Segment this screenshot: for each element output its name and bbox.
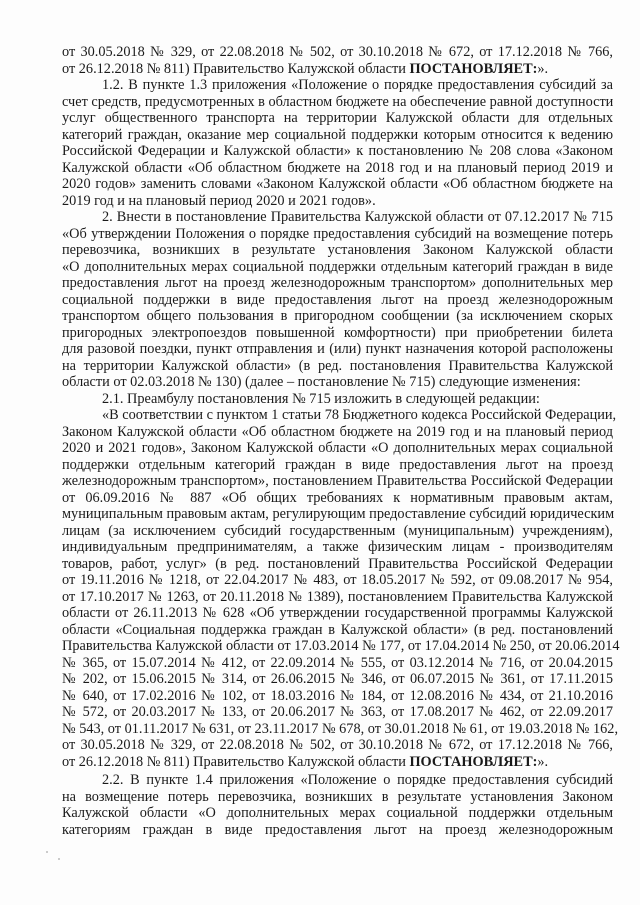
document-body [62,44,620,838]
text-line: на территории Калужской области» (в ред. постановления Правительства Калужской [62,357,613,374]
text-line: предоставления льгот на проезд железнодорожным транспортом» дополнительных мер [62,275,613,291]
text-line: области от 26.11.2013 № 628 «Об утверждении государственной программы Калужской [62,605,613,621]
scan-speck [46,851,48,853]
text-line: счет средств, предусмотренных в областном бюджете на обеспечение равной доступности [62,93,614,110]
text-line: № 365, от 15.07.2014 № 412, от 22.09.2014 № 555, от 03.12.2014 № 716, от 20.04.2015 [62,654,613,671]
text-line: № 640, от 17.02.2016 № 102, от 18.03.2016 № 184, от 12.08.2016 № 434, от 21.10.2016 [62,687,613,704]
text-line: индивидуальным предпринимателям, а также физическим лицам - производителям [62,539,613,555]
text-line: Правительства Калужской области от 17.03.2014 № 177, от 17.04.2014 № 250, от 20.06.2014 [62,638,620,654]
preamble-start: «В соответствии с пунктом 1 статьи 78 Бюджетного кодекса Российской Федерации, [102,407,617,423]
text-line: поддержки отдельным категорий граждан в виде предоставления льгот на проезд [62,456,613,473]
text-line: Законом Калужской области «Об областном бюджете на 2019 год и на плановый период [62,423,613,440]
text-line: области от 02.03.2018 № 130) (далее – постановление № 715) следующие изменения: [62,374,581,390]
text-line: № 543, от 01.11.2017 № 631, от 23.11.2017 № 678, от 30.01.2018 № 61, от 19.03.2018 № 162, [62,720,619,737]
text-line: услуг общественного транспорта на территории Калужской области для отдельных [62,110,613,126]
text-line: пригородных электропоездов повышенной комфортности) при приобретении билета [62,324,613,341]
text-line: 2020 и 2021 годов», Законом Калужской области «О дополнительных мерах социальной [62,440,613,456]
text-line: от 06.09.2016 № 887 «Об общих требованиях к нормативным правовым актам, [62,489,613,506]
paragraph-2-1: 2.1. Преамбулу постановления № 715 изложить в следующей редакции: [102,390,540,407]
emphasis-keyword: ПОСТАНОВЛЯЕТ: [409,753,538,770]
text-line: товаров, работ, услуг» (в ред. постановлений Правительства Российской Федерации [62,555,613,572]
text-line: области «Социальная поддержка граждан в Калужской области» (в ред. постановлений [62,621,613,638]
text-line: Российской Федерации и Калужской области» к постановлению № 208 слова «Законом [62,143,613,159]
paragraph-2-2-start: 2.2. В пункте 1.4 приложения «Положение о порядке предоставления субсидий [102,772,613,788]
text-line: от 26.12.2018 № 811) Правительство Калужской области ПОСТАНОВЛЯЕТ:». [62,60,549,77]
text-line: от 30.05.2018 № 329, от 22.08.2018 № 502, от 30.10.2018 № 672, от 17.12.2018 № 766, [62,737,613,753]
text-line: категориям граждан в виде предоставления льгот на проезд железнодорожным [62,821,613,838]
text-line: № 202, от 15.06.2015 № 314, от 26.06.2015 № 346, от 06.07.2015 № 361, от 17.11.2015 [62,671,613,687]
text-line: от 30.05.2018 № 329, от 22.08.2018 № 502, от 30.10.2018 № 672, от 17.12.2018 № 766, [62,44,613,60]
text-line: «Об утверждении Положения о порядке предоставления субсидий на возмещение потерь [62,225,613,242]
text-line: транспортом общего пользования в пригородном сообщении (за исключением скорых [62,308,613,324]
text-line: 2019 год и на плановый период 2020 и 2021 годов». [62,192,376,209]
text-line: от 26.12.2018 № 811) Правительство Калужской области ПОСТАНОВЛЯЕТ:». [62,753,549,770]
text-line: перевозчика, возникших в результате установления Законом Калужской области [62,242,613,258]
paragraph-2-start: 2. Внести в постановление Правительства Калужской области от 07.12.2017 № 715 [102,209,613,225]
text-line: № 572, от 20.03.2017 № 133, от 20.06.2017 № 363, от 17.08.2017 № 462, от 22.09.2017 [62,704,613,720]
scan-speck [58,858,60,860]
text-line: на возмещение потерь перевозчика, возникших в результате установления Законом [62,788,613,805]
text-line: «О дополнительных мерах социальной поддержки отдельным категорий граждан в виде [62,258,613,275]
emphasis-keyword: ПОСТАНОВЛЯЕТ: [409,60,538,77]
text-line: железнодорожным транспортом», постановлением Правительства Российской Федерации [62,473,613,489]
text-line: Калужской области «О дополнительных мерах социальной поддержки отдельным [62,805,613,821]
text-line: социальной поддержки в виде предоставления льгот на проезд железнодорожным [62,291,613,308]
text-line: Калужской области «Об областном бюджете на 2018 год и на плановый период 2019 и [62,159,613,176]
text-line: для разовой поездки, пункт отправления и (или) пункт назначения которой расположены [62,341,613,357]
text-line: от 19.11.2016 № 1218, от 22.04.2017 № 483, от 18.05.2017 № 592, от 09.08.2017 № 954, [62,572,613,588]
text-line: категорий граждан, оказание мер социальной поддержки которым относится к ведению [62,126,613,143]
text-line: муниципальным правовым актам, регулирующим предоставление субсидий юридическим [62,506,615,522]
text-line: 2020 годов» заменить словами «Законом Калужской области «Об областном бюджете на [62,176,613,192]
text-line: от 17.10.2017 № 1263, от 20.11.2018 № 1389), постановлением Правительства Калужской [62,588,613,605]
paragraph-1-2-start: 1.2. В пункте 1.3 приложения «Положение о порядке предоставления субсидий за [102,77,613,93]
text-line: лицам (за исключением субсидий государственным (муниципальным) учреждениям), [62,522,613,539]
